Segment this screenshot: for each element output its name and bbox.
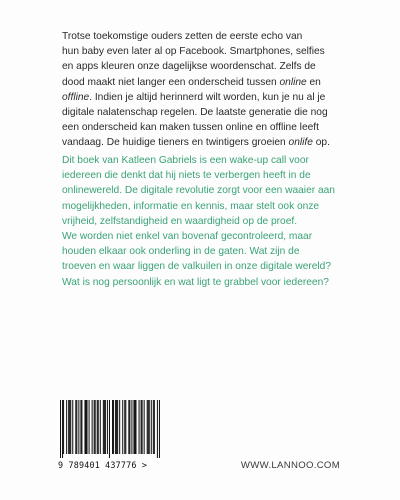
- intro-text: Trotse toekomstige ouders zetten de eerste echo van: [62, 31, 303, 42]
- barcode-bar: [78, 400, 79, 454]
- blurb-line: onlinewereld. De digitale revolutie zorgt voor een waaier aan: [62, 185, 335, 197]
- blurb-line: Dit boek van Katleen Gabriels is een wake-up call voor: [62, 155, 309, 166]
- isbn-number: [58, 460, 162, 470]
- barcode-bar: [157, 400, 158, 458]
- barcode-bar: [97, 400, 98, 454]
- barcode-bar: [151, 400, 152, 454]
- intro-line: [62, 90, 362, 105]
- intro-italic-offline: offline: [62, 91, 90, 103]
- barcode-bar: [100, 400, 101, 454]
- blurb-line: Wat is nog persoonlijk en wat ligt te grabbel voor iedereen?: [62, 276, 329, 288]
- barcode-bar: [69, 400, 70, 454]
- barcode-bar: [60, 400, 61, 458]
- barcode-bar: [128, 400, 129, 454]
- barcode-bar: [103, 400, 104, 454]
- intro-line: [62, 135, 362, 150]
- barcode-bar: [92, 400, 93, 454]
- barcode-bar: [68, 400, 69, 454]
- barcode-bar: [147, 400, 148, 454]
- intro-text: en apps kleuren onze dagelijkse woordenschat. Zelfs de: [62, 61, 316, 73]
- intro-italic-onlife: onlife: [288, 137, 313, 149]
- intro-line: [62, 75, 362, 90]
- barcode-bar: [81, 400, 82, 454]
- barcode-bar: [134, 400, 135, 454]
- barcode-bar: [72, 400, 73, 454]
- intro-text: vandaag. De huidige tieners en twintigers groeien: [62, 137, 289, 149]
- barcode-bar: [122, 400, 123, 454]
- barcode-bar: [141, 400, 142, 454]
- intro-text: . Indien je altijd herinnerd wilt worden, kun je nu al je: [89, 91, 326, 103]
- barcode-bar: [144, 400, 145, 454]
- isbn-quiet-zone-marker: >: [141, 460, 148, 470]
- intro-text: hun baby even later al op Facebook. Smartphones, selfies: [62, 46, 325, 58]
- barcode-bar: [116, 400, 117, 454]
- barcode-bar: [133, 400, 134, 454]
- barcode-bar: [131, 400, 132, 454]
- intro-line: [62, 29, 362, 44]
- blurb-line: We worden niet enkel van bovenaf gecontroleerd, maar: [62, 231, 313, 243]
- barcode-bar: [105, 400, 106, 454]
- intro-text: een onderscheid kan maken tussen online en offline leeft: [62, 122, 319, 134]
- barcode-bar: [159, 400, 160, 458]
- intro-text: op.: [312, 137, 330, 149]
- barcode-bar: [129, 400, 130, 454]
- barcode-bar: [148, 400, 149, 454]
- barcode-bar: [154, 400, 155, 454]
- barcode-bar: [62, 400, 63, 458]
- intro-line: [62, 59, 362, 74]
- intro-paragraph: [62, 29, 362, 151]
- intro-line: [62, 120, 362, 135]
- barcode-bar: [75, 400, 76, 454]
- barcode-bar: [124, 400, 125, 454]
- barcode-bar: [115, 400, 116, 454]
- barcode-bar: [109, 400, 110, 458]
- blurb-line: iedereen die denkt dat hij niets te verbergen heeft in de: [62, 170, 311, 182]
- intro-text: dood maakt niet langer een onderscheid tussen: [62, 76, 280, 88]
- barcode-bar: [86, 400, 87, 454]
- barcode-bar: [80, 400, 81, 454]
- intro-italic-online: online: [279, 76, 307, 88]
- barcode-bar: [142, 400, 143, 454]
- barcode-bar: [119, 400, 120, 454]
- blurb-line: houden elkaar ook onderling in de gaten. Wat zijn de: [62, 246, 300, 258]
- barcode-bar: [87, 400, 88, 454]
- blurb-line: vrijheid, zelfstandigheid en waardigheid op de proef.: [62, 215, 298, 227]
- barcode-bar: [113, 400, 114, 454]
- barcode-bar: [139, 400, 140, 454]
- barcode-bar: [125, 400, 126, 454]
- barcode-bars: [58, 400, 162, 460]
- blurb-line: mogelijkheden, informatie en kennis, maar stelt ook onze: [62, 200, 320, 212]
- isbn-digits: 9 789401 437776: [58, 460, 137, 470]
- barcode-bar: [70, 400, 71, 454]
- barcode-bar: [95, 400, 96, 454]
- barcode-bar: [135, 400, 136, 454]
- intro-text: en: [306, 76, 321, 88]
- barcode-bar: [107, 400, 108, 454]
- intro-line: [62, 44, 362, 59]
- barcode-bar: [104, 400, 105, 454]
- barcode-bar: [149, 400, 150, 454]
- blurb-line: troeven en waar liggen de valkuilen in onze digitale wereld?: [62, 261, 332, 273]
- barcode-bar: [153, 400, 154, 454]
- barcode-bar: [98, 400, 99, 454]
- intro-line: [62, 105, 362, 120]
- publisher-url: WWW.LANNOO.COM: [240, 460, 340, 471]
- barcode-bar: [63, 400, 64, 454]
- intro-text: digitale nalatenschap regelen. De laatste generatie die nog: [62, 107, 328, 119]
- barcode-bar: [112, 400, 113, 454]
- barcode-bar: [89, 400, 90, 454]
- barcode-bar: [76, 400, 77, 454]
- barcode-bar: [117, 400, 118, 454]
- barcode-bar: [84, 400, 85, 454]
- barcode-bar: [66, 400, 67, 454]
- barcode-bar: [94, 400, 95, 454]
- blurb-paragraph: [62, 153, 362, 290]
